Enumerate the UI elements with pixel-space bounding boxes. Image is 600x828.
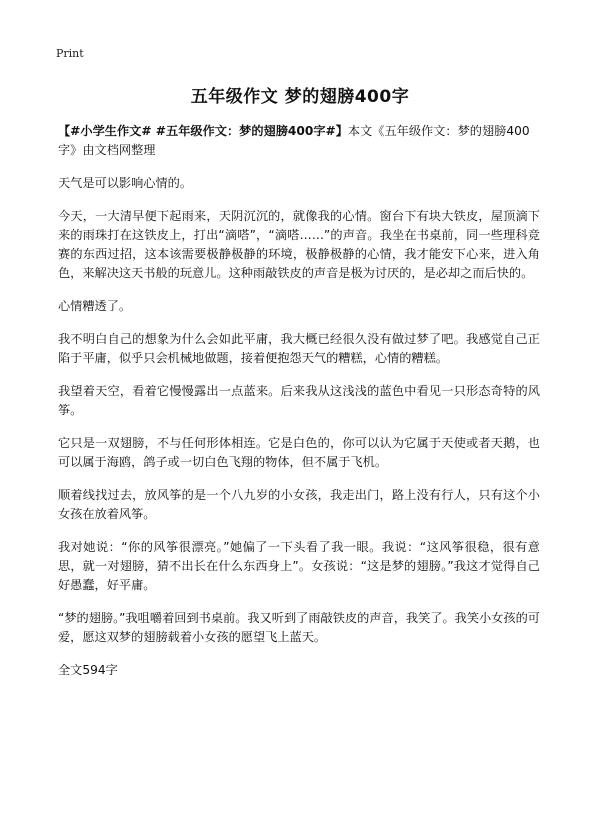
paragraph-8: 我对她说：“你的风筝很漂亮。”她偏了一下头看了我一眼。我说：“这风筝很稳，很有意思，就一对翅膀，猜不出长在什么东西身上”。女孩说：“这是梦的翅膀。”我这才觉得自己好愚蠢，好平庸。: [58, 540, 540, 592]
article-tags: 【#小学生作文# #五年级作文：梦的翅膀400字#】: [58, 124, 348, 138]
article-source-note: 本文《五年级作文：梦的翅膀400字》由文档网整理: [58, 124, 530, 157]
paragraph-5: 我望着天空，看着它慢慢露出一点蓝来。后来我从这浅浅的蓝色中看见一只形态奇特的风筝。: [58, 384, 540, 417]
paragraph-6: 它只是一双翅膀，不与任何形体相连。它是白色的，你可以认为它属于天使或者天鹅，也可以属于海鸥，鸽子或一切白色飞翔的物体，但不属于飞机。: [58, 436, 540, 469]
paragraph-3: 心情糟透了。: [58, 299, 132, 313]
paragraph-7: 顺着线找过去，放风筝的是一个八九岁的小女孩，我走出门，路上没有行人，只有这个小女孩在放着风筝。: [58, 488, 540, 521]
paragraph-4: 我不明白自己的想象为什么会如此平庸，我大概已经很久没有做过梦了吧。我感觉自己正陷于平庸，似乎只会机械地做题，接着便抱怨天气的糟糕，心情的糟糕。: [58, 332, 540, 365]
article-intro: [58, 122, 540, 160]
page-title: 五年级作文 梦的翅膀400字: [190, 87, 410, 107]
paragraph-2: 今天，一大清早便下起雨来，天阴沉沉的，就像我的心情。窗台下有块大铁皮，屋顶滴下来的雨珠打在这铁皮上，打出“滴嗒”，“滴嗒……”的声音。我坐在书桌前，同一些理科竞赛的东西过招，这本该需要极静极静的环境，极静极静的心情，我才能安下心来，进入角色，来解决这天书般的玩意儿。这种雨敲铁皮的声音是极为讨厌的，是必却之而后快的。: [58, 209, 540, 280]
word-count: 全文594字: [58, 663, 118, 677]
paragraph-1: 天气是可以影响心情的。: [58, 176, 193, 190]
paragraph-9: “梦的翅膀。”我咀嚼着回到书桌前。我又听到了雨敲铁皮的声音，我笑了。我笑小女孩的可爱，愿这双梦的翅膀载着小女孩的愿望飞上蓝天。: [58, 611, 540, 644]
print-link[interactable]: Print: [56, 47, 84, 60]
article-body: [58, 122, 540, 680]
